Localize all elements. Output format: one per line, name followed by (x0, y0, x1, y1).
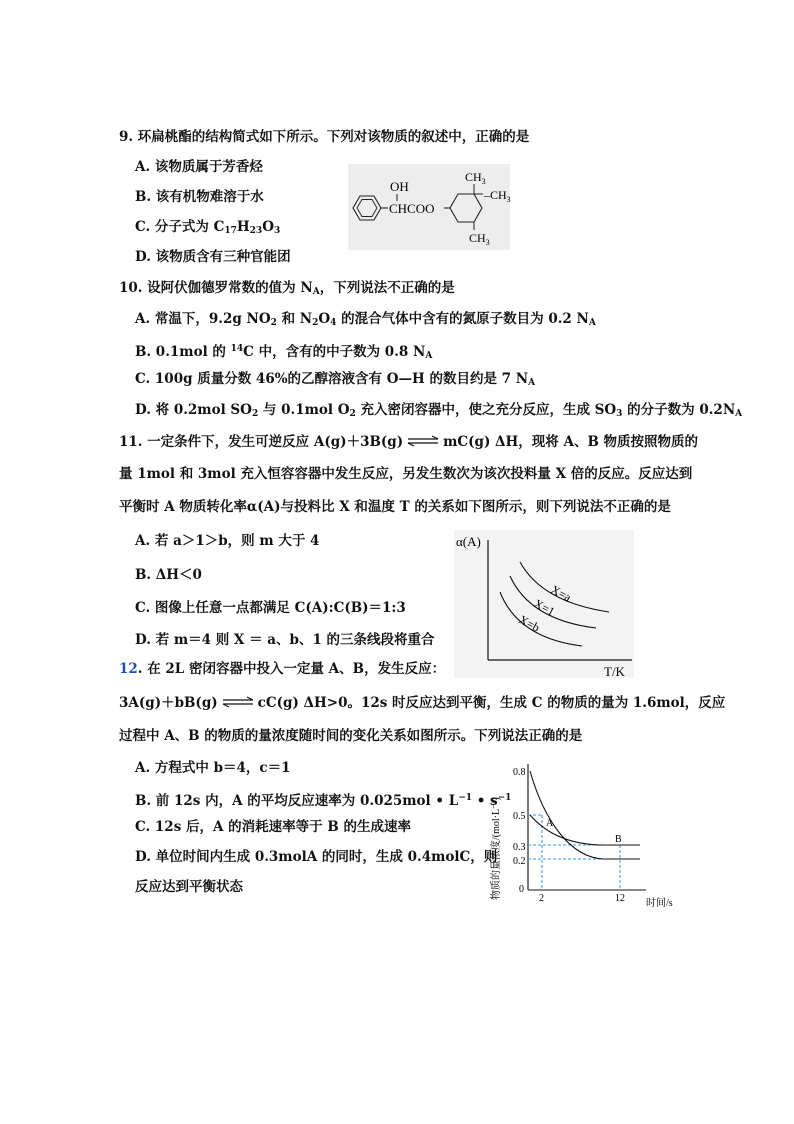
chain-text: CHCOO (389, 201, 435, 216)
structure-formula (348, 164, 510, 250)
equilibrium-arrow-icon (221, 696, 255, 708)
q11-xlabel: T/K (604, 664, 625, 679)
q10-option-a: A. 常温下，9.2g $NO_2$ 和 $N_2O_4$ 的混合气体中含有的氮原子数目为 0.2 $N_A$ (135, 311, 596, 328)
oh-text: OH (390, 179, 409, 194)
q10-option-c: C. 100g 质量分数 46%的乙醇溶液含有 O—H 的数目约是 7 $N_A$ (135, 371, 536, 388)
q12-option-d-line2: 反应达到平衡状态 (135, 879, 243, 895)
q12-ylabel: 物质的量浓度/(mol·L⁻¹) (491, 797, 502, 900)
structure-drawing (348, 164, 510, 250)
q12-stem-line3: 过程中 A、B 的物质的量浓度随时间的变化关系如图所示。下列说法正确的是 (119, 728, 583, 744)
q12-xlabel: 时间/s (646, 898, 673, 909)
xtick-12: 12 (615, 893, 625, 904)
q12-option-c: C. 12s 后，A 的消耗速率等于 B 的生成速率 (135, 819, 411, 835)
label-x-1: X=1 (531, 596, 558, 619)
ch3-bottom: $CH_3$ (469, 231, 490, 247)
label-x-a: X=a (548, 582, 574, 605)
q12-graph (486, 758, 682, 908)
ytick-0-5: 0.5 (513, 811, 526, 822)
ytick-0: 0 (519, 884, 524, 895)
q12-stem-line2: 3A(g)＋bB(g) cC(g) ΔH>0。12s 时反应达到平衡，生成 C 的物质的量为 1.6mol，反应 (119, 695, 726, 711)
q12-option-a: A. 方程式中 b＝4，c＝1 (135, 760, 291, 776)
ytick-0-8: 0.8 (513, 767, 526, 778)
q11-option-b: B. ΔH＜0 (135, 567, 202, 583)
q11-stem-line3: 平衡时 A 物质转化率α(A)与投料比 X 和温度 T 的关系如下图所示，则下列说法不正确的是 (119, 499, 671, 515)
q9-stem: 9. 环扁桃酯的结构简式如下所示。下列对该物质的叙述中，正确的是 (119, 129, 530, 145)
ch3-top: $CH_3$ (465, 170, 486, 186)
equilibrium-arrow-icon (406, 435, 440, 447)
q10-option-b: B. 0.1mol 的 $^{14}$C 中，含有的中子数为 0.8 $N_A$ (135, 344, 433, 361)
xtick-2: 2 (539, 893, 544, 904)
q11-graph (454, 530, 634, 678)
q9-option-d: D. 该物质含有三种官能团 (135, 249, 291, 265)
ytick-0-3: 0.3 (513, 842, 526, 853)
q9-option-c: C. 分子式为 $C_{17}H_{23}O_3$ (135, 219, 281, 236)
label-x-b: X=b (516, 612, 543, 635)
label-b: B (615, 834, 622, 845)
q11-stem-line1: 11. 一定条件下，发生可逆反应 A(g)＋3B(g) mC(g) ΔH，现将 A、B 物质按照物质的 (119, 434, 699, 450)
q10-stem: 10. 设阿伏伽德罗常数的值为 $N_A$，下列说法不正确的是 (119, 280, 455, 297)
q11-option-a: A. 若 a＞1＞b，则 m 大于 4 (135, 533, 320, 549)
q9-option-a: A. 该物质属于芳香烃 (135, 159, 263, 175)
label-a: A (546, 818, 554, 829)
ch3-right: $-CH_3$ (484, 188, 511, 204)
q10-option-d: D. 将 0.2mol $SO_2$ 与 0.1mol $O_2$ 充入密闭容器中，使之充分反应，生成 $SO_3$ 的分子数为 $0.2N_A$ (135, 402, 743, 419)
q11-option-d: D. 若 m＝4 则 X ＝ a、b、1 的三条线段将重合 (135, 632, 435, 648)
q12-option-d-line1: D. 单位时间内生成 0.3molA 的同时，生成 0.4molC，则 (135, 849, 498, 865)
q9-option-b: B. 该有机物难溶于水 (135, 189, 264, 205)
q11-stem-line2: 量 1mol 和 3mol 充入恒容容器中发生反应，另发生数次为该次投料量 X 倍的反应。反应达到 (119, 466, 693, 482)
q12-option-b: B. 前 12s 内，A 的平均反应速率为 0.025mol • $L^{-1}$ • $s^{-1}$ (135, 793, 512, 809)
q12-stem-line1: 12. 在 2L 密闭容器中投入一定量 A、B，发生反应： (119, 661, 446, 677)
q11-ylabel: α(A) (456, 534, 481, 549)
q11-option-c: C. 图像上任意一点都满足 C(A):C(B)＝1:3 (135, 600, 406, 616)
curve-a (530, 771, 640, 859)
ytick-0-2: 0.2 (513, 856, 526, 867)
